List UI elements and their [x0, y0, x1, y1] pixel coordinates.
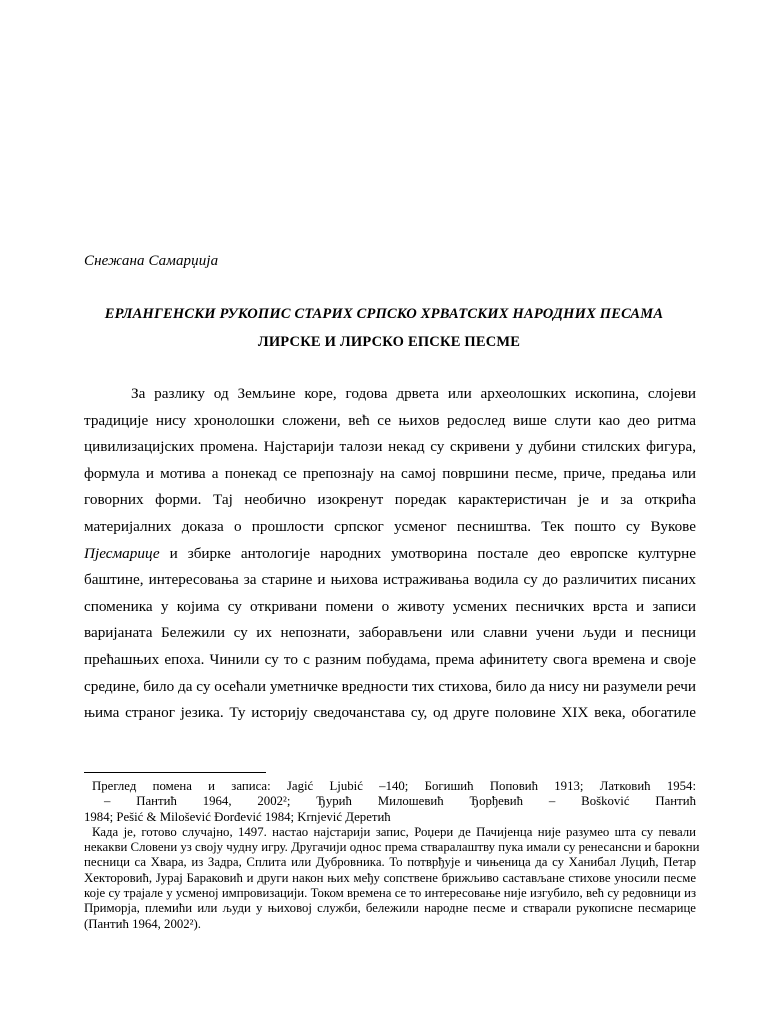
footnote-line: (Пантић 1964, 2002²).: [84, 916, 201, 931]
body-line: За разлику од Земљине коре, годова дрвета или археолошких ископина, слојеви: [131, 385, 696, 402]
body-line-with-italic: [84, 541, 696, 568]
footnote-line: песници са Хвара, из Задра, Сплита или Дубровника. То потврђује и чињеница да су Ханибал Луцић, Петар: [84, 855, 696, 870]
footnote-line: – Пантић 1964, 2002²; Ђурић Милошевић Ђорђевић – Bošković Пантић: [104, 794, 696, 809]
article-title: ЕРЛАНГЕНСКИ РУКОПИС СТАРИХ СРПСКО ХРВАТСКИХ НАРОДНИХ ПЕСАМА: [104, 306, 664, 322]
footnote-line: које су трајале у усменој импровизацији. Током времена се то интересовање није изгубило, већ су редовници из: [84, 886, 696, 901]
body-line: говорних форми. Тај необично изокренут поредак карактеристичан је и за открића: [84, 491, 696, 509]
footnote-line: некакви Словени уз своју чудну игру. Другачији однос према стваралаштву пука имали су ренесансни и барокни: [84, 840, 700, 855]
italic-title: Пјесмарице: [84, 544, 160, 562]
footnote-line: Хекторовић, Јурај Бараковић и други након њих међу сопствене брижљиво састављане стихове уносили песме: [84, 870, 696, 885]
footnote-line: 1984; Pešić & Milošević Đorđević 1984; Krnjević Деретић: [84, 809, 391, 824]
footnote-line: Приморја, племићи или људи у њиховој служби, бележили народне песме и стварали рукописне песмарице: [84, 901, 696, 916]
body-line: формула и мотива а понекад се препознају на самој површини песме, приче, предања или: [84, 464, 696, 482]
body-line: њима страног језика. Ту историју сведочанстава су, од друге половине XIX века, обогатиле: [84, 704, 696, 722]
footnote-line: Када је, готово случајно, 1497. настао најстарији запис, Роџери де Пачијенца није разумео шта су певали: [92, 824, 696, 839]
body-line-rest: и збирке антологије народних умотворина постале део европске културне: [169, 544, 696, 562]
body-line: варијаната Бележили су их непознати, заборављени или славни учени људи и песници: [84, 624, 696, 642]
article-subtitle: ЛИРСКЕ И ЛИРСКО ЕПСКЕ ПЕСМЕ: [257, 334, 521, 350]
footnotes: [84, 779, 700, 932]
body-line: цивилизацијских промена. Најстарији талози некад су скривени у дубини стилских фигура,: [84, 438, 696, 456]
body-line: прећашњих епоха. Чинили су то с разним побудама, према афинитету свога времена и своје: [84, 650, 696, 668]
body-line: средине, било да су осећали уметничке вредности тих стихова, било да нису ни разумели речи: [84, 677, 696, 695]
author-name: Снежана Самарџија: [84, 253, 219, 269]
body-line: материјалних доказа о прошлости српског усменог песништва. Тек пошто су Вукове: [84, 517, 696, 535]
body-text: [84, 381, 696, 727]
footnote-line: Преглед помена и записа: Jagić Ljubić –140; Богишић Поповић 1913; Латковић 1954:: [92, 779, 696, 793]
body-line: споменика у којима су откривани помени о животу усмених песничких врста и записи: [84, 597, 696, 615]
body-line: баштине, интересовања за старине и њихова истраживања водила су до различитих писаних: [84, 571, 696, 589]
footnote-separator: [84, 772, 266, 773]
body-line: традиције нису хронолошки сложени, већ се њихов редослед више слути као део ритма: [84, 411, 696, 429]
